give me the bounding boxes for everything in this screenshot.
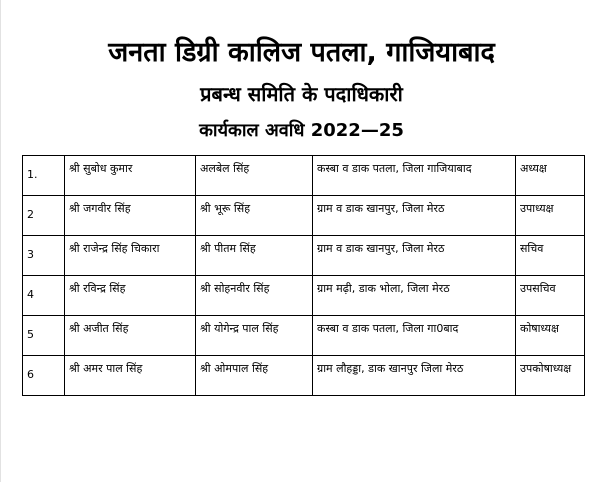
table-row	[23, 196, 585, 236]
serial-number: 4	[23, 276, 65, 316]
father-name: श्री योगेन्द्र पाल सिंह	[196, 316, 313, 356]
table-row	[23, 356, 585, 396]
table-row	[23, 156, 585, 196]
officer-name: श्री रविन्द्र सिंह	[65, 276, 196, 316]
serial-number: 5	[23, 316, 65, 356]
officer-address: कस्बा व डाक पतला, जिला गा0बाद	[313, 316, 516, 356]
officer-address: ग्राम व डाक खानपुर, जिला मेरठ	[313, 196, 516, 236]
officer-address: ग्राम मढ़ी, डाक भोला, जिला मेरठ	[313, 276, 516, 316]
table-row	[23, 276, 585, 316]
table-row	[23, 316, 585, 356]
officer-name: श्री जगवीर सिंह	[65, 196, 196, 236]
father-name: अलबेल सिंह	[196, 156, 313, 196]
committee-subtitle: प्रबन्ध समिति के पदाधिकारी	[200, 82, 403, 106]
father-name: श्री ओमपाल सिंह	[196, 356, 313, 396]
officer-post: कोषाध्यक्ष	[516, 316, 585, 356]
officer-post: अध्यक्ष	[516, 156, 585, 196]
serial-number: 3	[23, 236, 65, 276]
officer-address: कस्बा व डाक पतला, जिला गाजियाबाद	[313, 156, 516, 196]
officer-post: उपसचिव	[516, 276, 585, 316]
officers-table	[22, 155, 585, 396]
officer-post: सचिव	[516, 236, 585, 276]
officer-post: उपाध्यक्ष	[516, 196, 585, 236]
officer-name: श्री राजेन्द्र सिंह चिकारा	[65, 236, 196, 276]
serial-number: 2	[23, 196, 65, 236]
table-row	[23, 236, 585, 276]
serial-number: 1.	[23, 156, 65, 196]
officer-name: श्री अमर पाल सिंह	[65, 356, 196, 396]
officer-post: उपकोषाध्यक्ष	[516, 356, 585, 396]
father-name: श्री भूरू सिंह	[196, 196, 313, 236]
officer-name: श्री सुबोध कुमार	[65, 156, 196, 196]
officer-name: श्री अजीत सिंह	[65, 316, 196, 356]
serial-number: 6	[23, 356, 65, 396]
officer-address: ग्राम व डाक खानपुर, जिला मेरठ	[313, 236, 516, 276]
father-name: श्री पीतम सिंह	[196, 236, 313, 276]
term-period: कार्यकाल अवधि 2022—25	[199, 120, 404, 141]
father-name: श्री सोहनवीर सिंह	[196, 276, 313, 316]
college-title: जनता डिग्री कालिज पतला, गाजियाबाद	[108, 37, 495, 68]
officer-address: ग्राम लौहड्डा, डाक खानपुर जिला मेरठ	[313, 356, 516, 396]
